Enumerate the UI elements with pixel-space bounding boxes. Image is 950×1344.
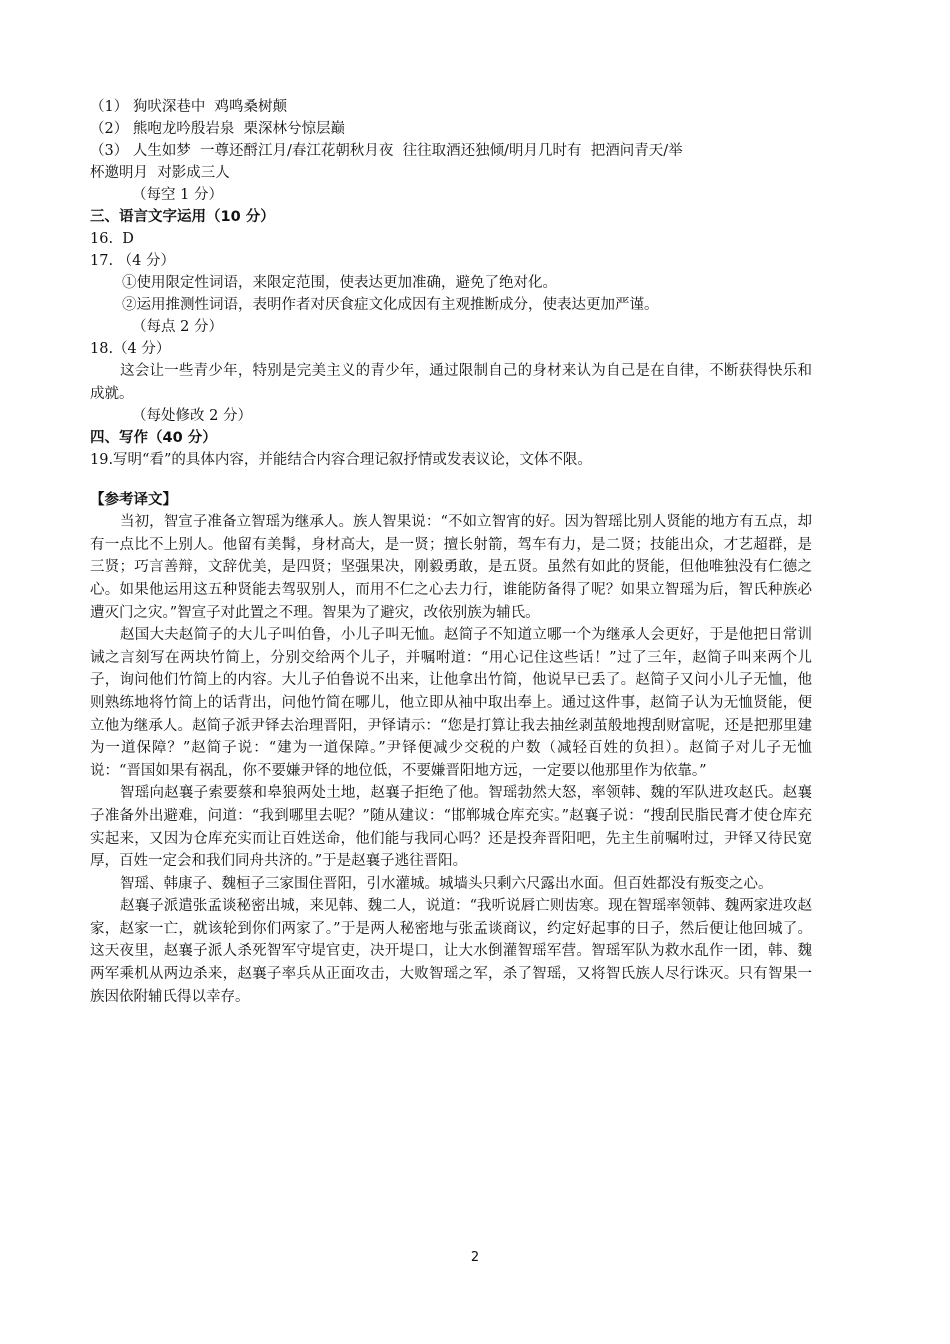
spacer (90, 471, 812, 489)
translation-heading: 【参考译文】 (90, 492, 177, 509)
question-17-point-2: ②运用推测性词语，表明作者对厌食症文化成因有主观推断成分，使表达更加严谨。 (122, 297, 659, 313)
section-4-heading: 四、写作（40 分） (90, 430, 217, 447)
answer-line-3b: 杯邀明月 对影成三人 (90, 165, 230, 181)
answer-page (90, 96, 812, 1008)
question-19: 19.写明“看”的具体内容，并能结合内容合理记叙抒情或发表议论，文体不限。 (90, 452, 592, 469)
translation-paragraph: 赵襄子派遣张孟谈秘密出城，来见韩、魏二人，说道：“我听说唇亡则齿寒。现在智瑶率领韩、魏两家进攻赵家，赵家一亡，就该轮到你们两家了。”于是两人秘密地与张孟谈商议，约定好起事的日子，然后便让他回城了。这天夜里，赵襄子派人杀死智军守堤官吏，决开堤口，让大水倒灌智瑶军营。智瑶军队为救水乱作一团，韩、魏两军乘机从两边杀来，赵襄子率兵从正面攻击，大败智瑶之军，杀了智瑶，又将智氏族人尽行诛灭。只有智果一族因依附辅氏得以幸存。 (90, 898, 812, 1005)
answer-line-2: （2） 熊咆龙吟殷岩泉 栗深林兮惊层巅 (90, 121, 346, 137)
answer-line-1: （1） 狗吠深巷中 鸡鸣桑树颠 (90, 99, 288, 115)
translation-paragraph: 智瑶、韩康子、魏桓子三家围住晋阳，引水灌城。城墙头只剩六尺露出水面。但百姓都没有叛变之心。 (120, 875, 773, 892)
scoring-note: （每空 1 分） (132, 187, 223, 203)
page-number: 2 (470, 1250, 480, 1265)
translation-paragraph: 智瑶向赵襄子索要蔡和皋狼两处土地，赵襄子拒绝了他。智瑶勃然大怒，率领韩、魏的军队进攻赵氏。赵襄子准备外出避难，问道：“我到哪里去呢？”随从建议：“邯郸城仓库充实。”赵襄子说：“搜刮民脂民膏才使仓库充实起来，又因为仓库充实而让百姓送命，他们能与我同心吗？还是投奔晋阳吧，先主生前嘱咐过，尹铎又待民宽厚，百姓一定会和我们同舟共济的。”于是赵襄子逃往晋阳。 (90, 785, 812, 870)
answer-line-3a: （3） 人生如梦 一尊还酹江月/春江花朝秋月夜 往往取酒还独倾/明月几时有 把酒问青天/举 (90, 143, 683, 159)
section-3-heading: 三、语言文字运用（10 分） (90, 209, 275, 225)
question-18-text: 这会让一些青少年，特别是完美主义的青少年，通过限制自己的身材来认为自己是在自律，不断获得快乐和成就。 (90, 363, 812, 402)
question-16: 16. D (90, 231, 134, 247)
scoring-note: （每点 2 分） (132, 319, 223, 335)
question-17-point-1: ①使用限定性词语，来限定范围，使表达更加准确，避免了绝对化。 (122, 275, 557, 291)
question-18-label: 18.（4 分） (90, 341, 171, 357)
scoring-note: （每处修改 2 分） (132, 408, 252, 425)
translation-paragraph: 当初，智宣子准备立智瑶为继承人。族人智果说：“不如立智宵的好。因为智瑶比别人贤能的地方有五点，却有一点比不上别人。他留有美髯，身材高大，是一贤；擅长射箭，驾车有力，是二贤；技能出众，才艺超群，是三贤；巧言善辩，文辞优美，是四贤；坚强果决，刚毅勇敢，是五贤。虽然有如此的贤能，但他唯独没有仁德之心。如果他运用这五种贤能去驾驭别人，而用不仁之心去力行，谁能防备得了呢？如果立智瑶为后，智氏种族必遭灭门之灾。”智宣子对此置之不理。智果为了避灾，改依别族为辅氏。 (90, 514, 812, 621)
translation-paragraph: 赵国大夫赵简子的大儿子叫伯鲁，小儿子叫无恤。赵简子不知道立哪一个为继承人会更好，于是他把日常训诫之言刻写在两块竹简上，分别交给两个儿子，并嘱咐道：“用心记住这些话！”过了三年，赵简子叫来两个儿子，询问他们竹简上的内容。大儿子伯鲁说不出来，让他拿出竹简，他说早已丢了。赵简子又问小儿子无恤，他则熟练地将竹简上的话背出，问他竹简在哪儿，他立即从袖中取出奉上。通过这件事，赵简子认为无恤贤能，便立他为继承人。赵简子派尹铎去治理晋阳，尹铎请示：“您是打算让我去抽丝剥茧般地搜刮财富呢，还是把那里建为一道保障？”赵简子说：“建为一道保障。”尹铎便减少交税的户数（减轻百姓的负担）。赵简子对儿子无恤说：“晋国如果有祸乱，你不要嫌尹铎的地位低，不要嫌晋阳地方远，一定要以他那里作为依靠。” (90, 627, 812, 779)
question-17-label: 17. （4 分） (90, 253, 176, 269)
